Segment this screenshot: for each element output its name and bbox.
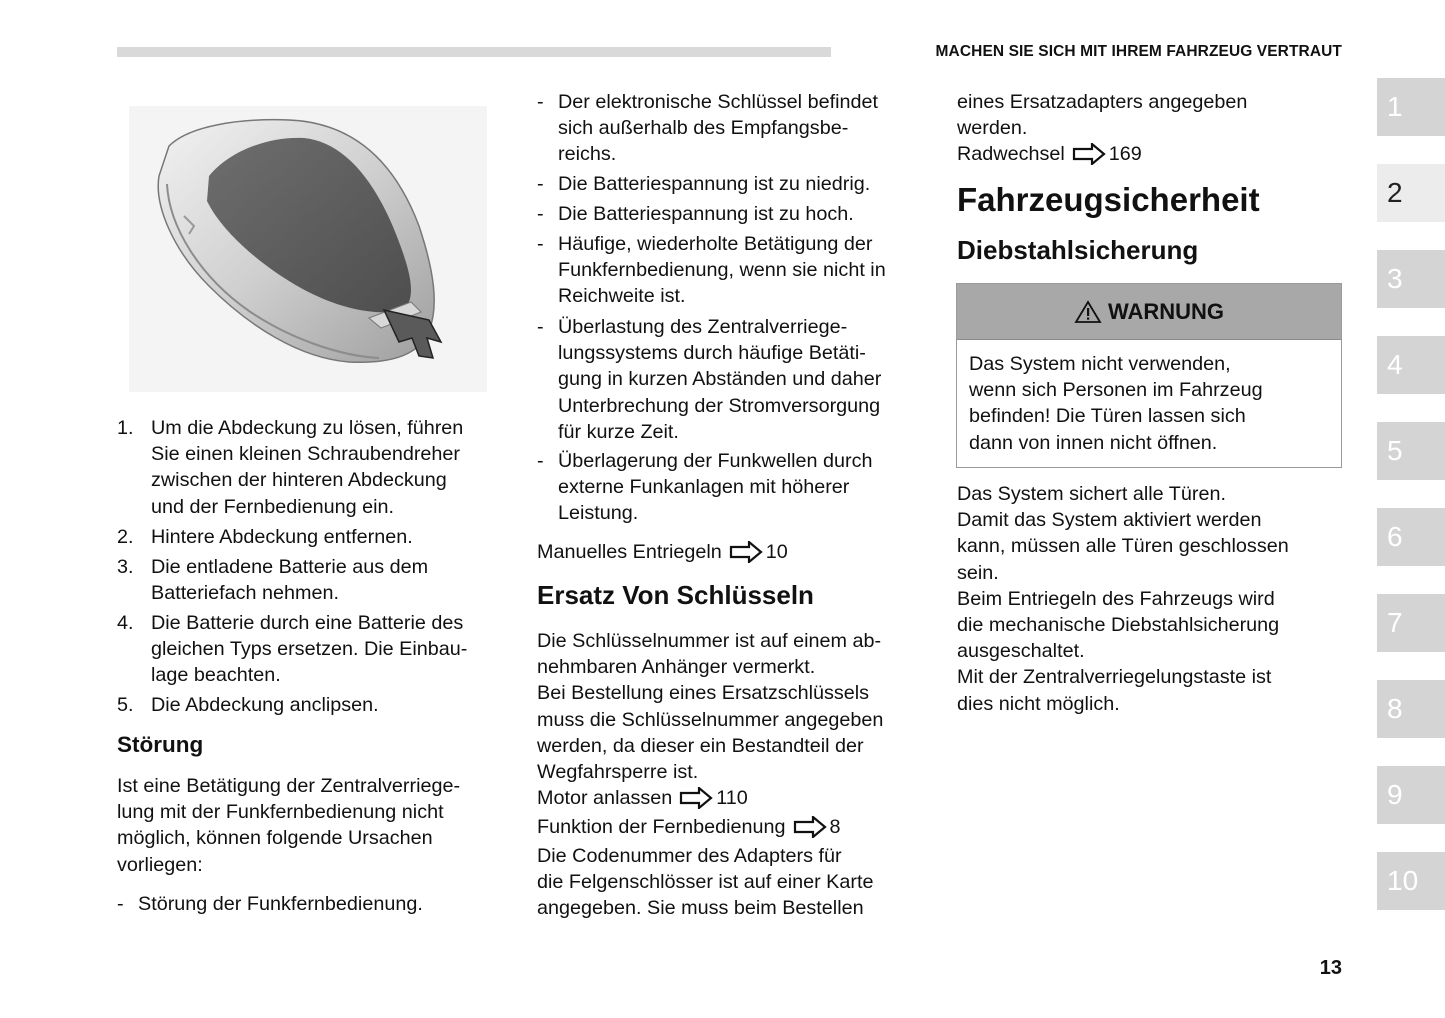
list-line: gleichen Typs ersetzen. Die Einbau- <box>151 638 468 661</box>
chapter-tab-5[interactable]: 5 <box>1377 422 1445 480</box>
right-arrow-icon <box>679 787 713 809</box>
list-line: Um die Abdeckung zu lösen, führen <box>151 417 464 439</box>
warning-text: Das System nicht verwenden, wenn sich Personen im Fahrzeug befinden! Die Türen lassen sich dann von innen nicht öffnen. <box>969 353 1263 454</box>
list-line: Batteriefach nehmen. <box>151 582 340 605</box>
list-line: Die Abdeckung anclipsen. <box>151 694 379 716</box>
list-line: und der Fernbedienung ein. <box>151 495 395 518</box>
chapter-tab-8[interactable]: 8 <box>1377 680 1445 738</box>
paragraph: Die Codenummer des Adapters für die Felgenschlösser ist auf einer Karte angegeben. Sie muss beim Bestellen <box>537 845 874 920</box>
chapter-title: Fahrzeugsicherheit <box>957 181 1260 218</box>
right-arrow-icon <box>1072 143 1106 165</box>
list-line: lage beachten. <box>151 664 281 687</box>
section-heading: Störung <box>117 732 204 757</box>
chapter-tab-9[interactable]: 9 <box>1377 766 1445 824</box>
page-number: 13 <box>1319 957 1342 979</box>
section-heading: Ersatz Von Schlüsseln <box>537 580 814 610</box>
warning-box <box>956 283 1342 468</box>
paragraph: eines Ersatzadapters angegeben werden. <box>957 91 1248 140</box>
section-heading: Diebstahlsicherung <box>957 235 1199 265</box>
chapter-tab-7[interactable]: 7 <box>1377 594 1445 652</box>
paragraph: Die Schlüsselnummer ist auf einem ab- nehmbaren Anhänger vermerkt. Bei Bestellung eines Ersatzschlüssels muss die Schlüsselnummer angegeben werden, da dieser ein Bestandteil der Wegfahrsperre ist. <box>537 630 884 784</box>
chapter-tab-4[interactable]: 4 <box>1377 336 1445 394</box>
chapter-tab-3[interactable]: 3 <box>1377 250 1445 308</box>
chapter-tab-6[interactable]: 6 <box>1377 508 1445 566</box>
chapter-tab-1[interactable]: 1 <box>1377 78 1445 136</box>
key-fob-illustration <box>129 106 487 392</box>
list-line: zwischen der hinteren Abdeckung <box>151 469 447 492</box>
right-arrow-icon <box>729 541 763 563</box>
cross-reference-link[interactable]: Manuelles Entriegeln 10 <box>537 541 788 563</box>
list-line: Die Batterie durch eine Batterie des <box>151 612 464 634</box>
paragraph: Ist eine Betätigung der Zentralverriege- lung mit der Funkfernbedienung nicht möglich, können folgende Ursachen vorliegen: <box>117 775 461 876</box>
chapter-tab-2[interactable]: 2 <box>1377 164 1445 222</box>
chapter-tab-10[interactable]: 10 <box>1377 852 1445 910</box>
right-arrow-icon <box>793 816 827 838</box>
warning-header: WARNUNG <box>957 284 1341 340</box>
list-line: Die entladene Batterie aus dem <box>151 556 429 578</box>
cross-reference-link[interactable]: Motor anlassen 110 <box>537 787 748 809</box>
list-line: Hintere Abdeckung entfernen. <box>151 526 413 548</box>
paragraph: Das System sichert alle Türen. Damit das System aktiviert werden kann, müssen alle Türen geschlossen sein. Beim Entriegeln des Fahrzeugs wird die mechanische Diebstahlsicherung ausgeschaltet. Mit der Zentralverriegelungstaste ist dies nicht möglich. <box>957 483 1289 715</box>
cross-reference-link[interactable]: Funktion der Fernbedienung 8 <box>537 816 841 838</box>
running-header: MACHEN SIE SICH MIT IHREM FAHRZEUG VERTRAUT <box>935 43 1342 60</box>
list-line: Sie einen kleinen Schraubendreher <box>151 443 461 466</box>
cross-reference-link[interactable]: Radwechsel 169 <box>957 143 1142 165</box>
header-rule <box>117 47 831 57</box>
warning-triangle-icon <box>1074 300 1102 324</box>
